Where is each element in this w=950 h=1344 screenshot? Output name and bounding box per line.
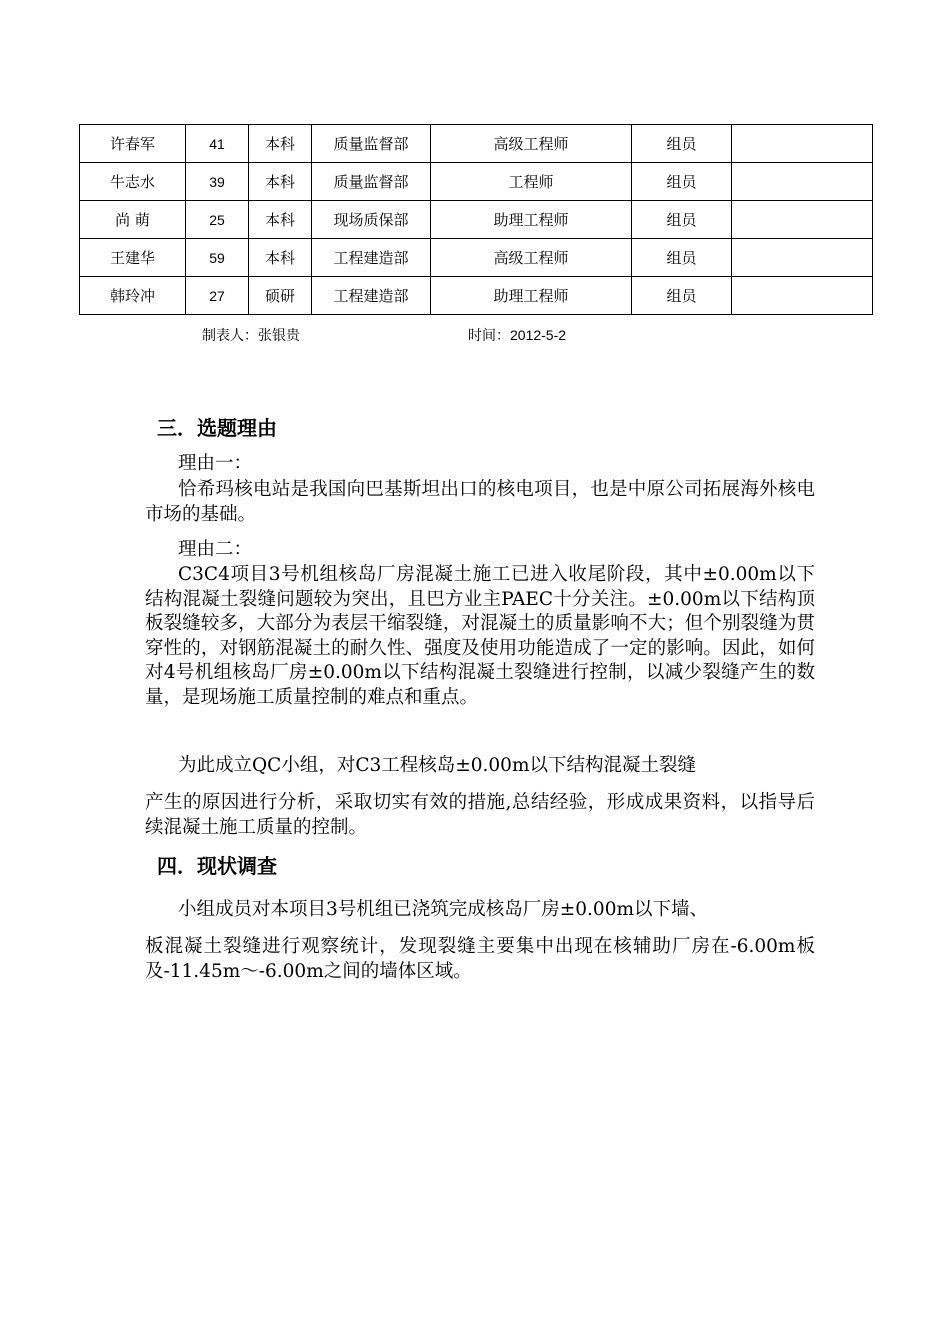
table-cell: 组员 xyxy=(632,277,732,315)
table-cell: 59 xyxy=(186,239,249,277)
table-cell: 许春军 xyxy=(80,125,186,163)
table-cell: 质量监督部 xyxy=(312,125,431,163)
table-cell: 质量监督部 xyxy=(312,163,431,201)
survey-paragraph-line2: 板混凝土裂缝进行观察统计，发现裂缝主要集中出现在核辅助厂房在-6.00m板及-11.45m～-6.00m之间的墙体区域。 xyxy=(145,936,815,982)
table-row xyxy=(80,163,873,201)
table-cell xyxy=(732,163,873,201)
table-row xyxy=(80,277,873,315)
table-cell: 本科 xyxy=(249,239,312,277)
table-cell xyxy=(732,277,873,315)
reason1-label: 理由一： xyxy=(178,453,253,474)
table-time-value: 2012-5-2 xyxy=(510,327,567,343)
table-cell: 本科 xyxy=(249,125,312,163)
table-cell: 27 xyxy=(186,277,249,315)
table-cell: 组员 xyxy=(632,163,732,201)
table-cell: 本科 xyxy=(249,201,312,239)
table-cell: 工程建造部 xyxy=(312,239,431,277)
table-cell xyxy=(732,201,873,239)
table-cell: 牛志水 xyxy=(80,163,186,201)
table-cell: 本科 xyxy=(249,163,312,201)
table-cell: 高级工程师 xyxy=(431,125,632,163)
table-row xyxy=(80,125,873,163)
table-row xyxy=(80,201,873,239)
table-cell xyxy=(732,239,873,277)
table-cell: 39 xyxy=(186,163,249,201)
table-cell: 组员 xyxy=(632,125,732,163)
table-cell: 韩玲冲 xyxy=(80,277,186,315)
table-cell: 高级工程师 xyxy=(431,239,632,277)
reason2-label: 理由二： xyxy=(178,539,253,560)
table-row xyxy=(80,239,873,277)
table-time-label: 时间： xyxy=(468,328,510,344)
qc-paragraph-line1: 为此成立QC小组，对C3工程核岛±0.00m以下结构混凝土裂缝 xyxy=(178,755,696,776)
table-cell: 工程师 xyxy=(431,163,632,201)
member-table xyxy=(79,124,873,315)
table-time xyxy=(468,325,566,345)
reason2-text: C3C4项目3号机组核岛厂房混凝土施工已进入收尾阶段，其中±0.00m以下结构混凝土裂缝问题较为突出，且巴方业主PAEC十分关注。±0.00m以下结构顶板裂缝较多，大部分为表层干缩裂缝，对混凝土的质量影响不大；但个别裂缝为贯穿性的，对钢筋混凝土的耐久性、强度及使用功能造成了一定的影响。因此，如何对4号机组核岛厂房±0.00m以下结构混凝土裂缝进行控制，以减少裂缝产生的数量，是现场施工质量控制的难点和重点。 xyxy=(145,564,815,708)
table-cell: 硕研 xyxy=(249,277,312,315)
table-maker: 制表人：张银贵 xyxy=(202,328,300,344)
table-cell: 组员 xyxy=(632,201,732,239)
table-cell: 助理工程师 xyxy=(431,201,632,239)
reason1-text: 恰希玛核电站是我国向巴基斯坦出口的核电项目，也是中原公司拓展海外核电市场的基础。 xyxy=(145,479,815,525)
table-cell: 41 xyxy=(186,125,249,163)
table-cell: 25 xyxy=(186,201,249,239)
table-cell: 助理工程师 xyxy=(431,277,632,315)
section4-title: 四．现状调查 xyxy=(157,854,277,878)
survey-paragraph-line1: 小组成员对本项目3号机组已浇筑完成核岛厂房±0.00m以下墙、 xyxy=(178,899,709,920)
table-cell: 现场质保部 xyxy=(312,201,431,239)
table-cell: 组员 xyxy=(632,239,732,277)
table-cell xyxy=(732,125,873,163)
qc-paragraph-line2: 产生的原因进行分析，采取切实有效的措施,总结经验，形成成果资料，以指导后续混凝土施工质量的控制。 xyxy=(145,792,815,838)
table-cell: 王建华 xyxy=(80,239,186,277)
table-cell: 工程建造部 xyxy=(312,277,431,315)
table-cell: 尚 萌 xyxy=(80,201,186,239)
section3-title: 三．选题理由 xyxy=(157,416,277,440)
